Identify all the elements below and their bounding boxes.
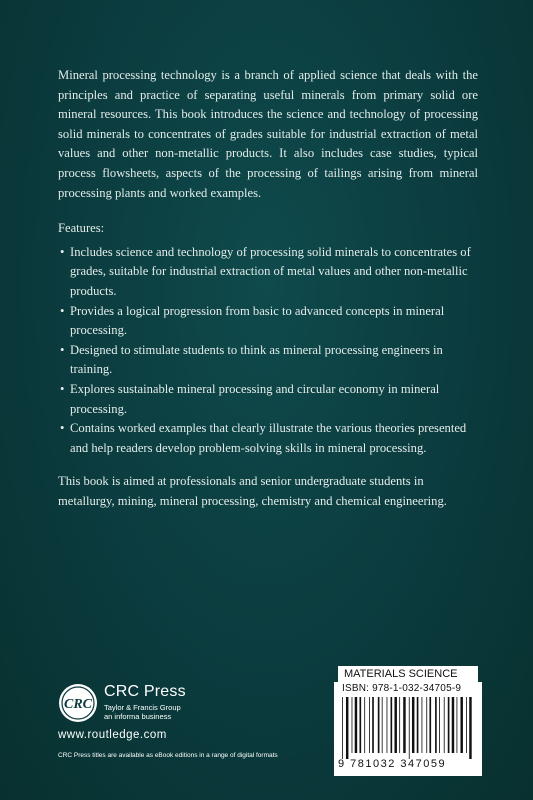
barcode-bar xyxy=(378,697,380,753)
barcode-bar xyxy=(409,697,410,759)
ebook-note: CRC Press titles are available as eBook editions in a range of digital formats xyxy=(58,752,278,759)
barcode-bar xyxy=(426,697,427,753)
barcode-bar xyxy=(387,697,388,753)
barcode-bar xyxy=(394,697,396,753)
closing-paragraph: This book is aimed at professionals and senior undergraduate students in metallurgy, mining, mineral processing, chemistry and chemical engineering. xyxy=(58,474,447,508)
crc-logo-icon xyxy=(58,683,98,723)
barcode-bar xyxy=(391,697,393,753)
barcode-bar xyxy=(444,697,445,753)
barcode-digits: 9 781032 347059 xyxy=(338,758,447,770)
barcode-icon xyxy=(342,697,474,759)
barcode-bar xyxy=(448,697,450,753)
publisher-website: www.routledge.com xyxy=(58,729,167,741)
barcode-bar xyxy=(372,697,374,753)
barcode-bar xyxy=(460,697,462,753)
isbn-label: ISBN: 978-1-032-34705-9 xyxy=(342,683,462,694)
barcode-bar xyxy=(399,697,400,753)
barcode-bar xyxy=(359,697,361,753)
barcode-bar xyxy=(466,697,467,753)
barcode-bar xyxy=(452,697,454,753)
description-block xyxy=(58,66,478,511)
barcode-bar xyxy=(439,697,440,753)
publisher-group: Taylor & Francis Group xyxy=(104,703,181,712)
barcode-bar xyxy=(352,697,353,753)
features-list xyxy=(58,243,478,459)
intro-paragraph: Mineral processing technology is a branch of applied science that deals with the principles and practice of separating useful minerals from primary solid ore mineral resources. This book introduces the science and technology of processing solid minerals to concentrates of grades suitable for industrial extraction of metal values and other non-metallic products. It also includes case studies, typical process flowsheets, aspects of the processing of tailings arising from mineral processing plants and worked examples. xyxy=(58,68,478,200)
barcode-bar xyxy=(417,697,419,753)
barcode-bar xyxy=(364,697,365,753)
feature-item: • Explores sustainable mineral processing and circular economy in mineral processing. xyxy=(58,380,478,419)
barcode-bar xyxy=(457,697,458,753)
feature-item: • Includes science and technology of processing solid minerals to concentrates of grades, suitable for industrial extraction of metal values and other non-metallic products. xyxy=(58,243,478,302)
barcode-bar xyxy=(342,697,343,759)
barcode-bar xyxy=(469,697,471,759)
features-heading: Features: xyxy=(58,221,105,236)
barcode-bar xyxy=(346,697,348,759)
publisher-name: CRC Press xyxy=(104,683,186,700)
feature-item: • Contains worked examples that clearly illustrate the various theories presented and help readers develop problem-solving skills in mineral processing. xyxy=(58,419,478,458)
barcode-bar xyxy=(355,697,357,753)
barcode-bar xyxy=(422,697,423,753)
barcode-bar xyxy=(369,697,370,753)
publisher-tagline: an informa business xyxy=(104,712,172,721)
barcode-bar xyxy=(412,697,414,753)
barcode-bar xyxy=(403,697,405,753)
subject-label: MATERIALS SCIENCE xyxy=(338,666,478,682)
barcode-bar xyxy=(435,697,437,753)
barcode-panel xyxy=(334,682,482,776)
barcode-bar xyxy=(429,697,431,753)
barcode-bar xyxy=(382,697,383,753)
feature-item: • Provides a logical progression from basic to advanced concepts in mineral processing. xyxy=(58,302,478,341)
feature-item: • Designed to stimulate students to think as mineral processing engineers in training. xyxy=(58,341,478,380)
logo-text: CRC xyxy=(63,697,93,712)
